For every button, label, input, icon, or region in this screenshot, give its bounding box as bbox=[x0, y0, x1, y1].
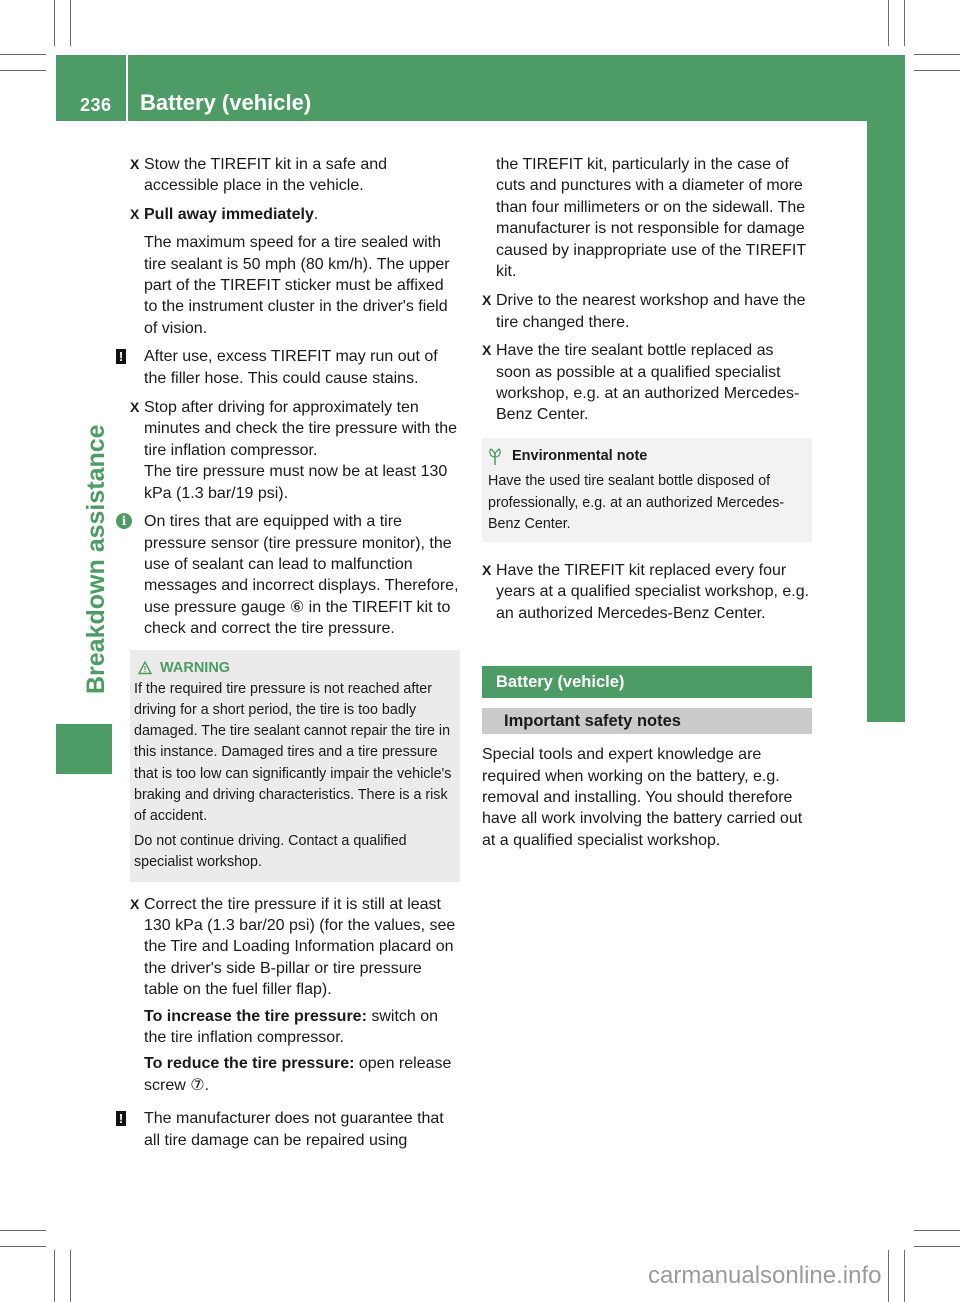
crop-mark bbox=[0, 1230, 46, 1231]
warning-box bbox=[130, 650, 460, 882]
arrow-marker-icon: X bbox=[482, 342, 492, 359]
step-item bbox=[130, 894, 460, 1097]
caution-note bbox=[118, 346, 460, 389]
crop-mark bbox=[70, 1250, 71, 1302]
arrow-marker-icon: X bbox=[130, 399, 140, 416]
info-text-a: On tires that are equipped with a tire pressure sensor (tire pressure monitor), the use of sealant can lead to malfunction messages and incorrect displays. Therefore, use pressure gauge bbox=[144, 513, 459, 616]
crop-mark bbox=[54, 1250, 55, 1302]
crop-mark bbox=[914, 1246, 960, 1247]
step-label: To increase the tire pressure: bbox=[144, 1007, 367, 1025]
body-paragraph: Special tools and expert knowledge are required when working on the battery, e.g. removal and installing. You should therefore have all work involving the battery carried out at a qualified specialist workshop. bbox=[482, 746, 803, 849]
paragraph-wrap bbox=[130, 232, 460, 339]
crop-mark bbox=[914, 70, 960, 71]
page-number: 236 bbox=[80, 95, 112, 115]
info-note bbox=[121, 511, 460, 639]
header-divider bbox=[126, 55, 128, 121]
step-emphasis: Pull away immediately bbox=[144, 205, 314, 223]
step-text-b: The tire pressure must now be at least 130 kPa (1.3 bar/19 psi). bbox=[144, 463, 448, 502]
arrow-marker-icon: X bbox=[130, 156, 140, 172]
step-end: . bbox=[204, 1076, 210, 1094]
exclamation-icon: ! bbox=[116, 1111, 126, 1126]
subsection-heading: Important safety notes bbox=[482, 708, 812, 734]
step-text: Have the TIREFIT kit replaced every four years at a qualified specialist workshop, e.g. an authorized Mercedes-Benz Center. bbox=[496, 561, 810, 622]
left-column bbox=[118, 154, 460, 1159]
arrow-marker-icon: X bbox=[130, 205, 140, 222]
note-text: the TIREFIT kit, particularly in the case of cuts and punctures with a diameter of more than four millimeters or on the sidewall. The manufacturer is not responsible for damage caused by inappropriate use of the TIREFIT kit. bbox=[496, 156, 806, 281]
warning-text: Do not continue driving. Contact a qualified specialist workshop. bbox=[134, 833, 407, 871]
crop-mark bbox=[0, 1246, 46, 1247]
exclamation-icon: ! bbox=[116, 349, 126, 364]
step-detail: open release screw bbox=[144, 1055, 452, 1094]
crop-mark bbox=[0, 54, 46, 55]
arrow-marker-icon: X bbox=[130, 895, 140, 912]
step-item bbox=[130, 397, 460, 504]
step-text bbox=[144, 1053, 460, 1096]
crop-mark bbox=[0, 70, 46, 71]
info-icon: i bbox=[116, 513, 132, 529]
running-header-title: Battery (vehicle) bbox=[140, 90, 312, 115]
step-text bbox=[144, 397, 460, 504]
step-item bbox=[130, 204, 460, 225]
step-end: . bbox=[313, 205, 319, 223]
crop-mark bbox=[914, 1230, 960, 1231]
crop-mark bbox=[888, 0, 889, 46]
crop-mark bbox=[888, 1250, 889, 1302]
step-label: To reduce the tire pressure: bbox=[144, 1055, 355, 1073]
side-tab-marker bbox=[56, 724, 112, 774]
section-heading: Battery (vehicle) bbox=[482, 666, 812, 698]
caution-note-continued bbox=[482, 154, 812, 282]
warning-text: If the required tire pressure is not reached after driving for a short period, the tire is too badly damaged. The tire sealant cannot repair the tire in this instance. Damaged tires and a tire pressure that is too low can significantly impair the vehicle's braking and driving characteristics. There is a risk of accident. bbox=[134, 680, 452, 824]
warning-title-row bbox=[134, 658, 456, 679]
info-text-b: in the TIREFIT kit to check and correct the tire pressure. bbox=[144, 598, 451, 638]
arrow-marker-icon: X bbox=[482, 292, 492, 309]
callout-ref: ⑥ bbox=[289, 598, 305, 616]
environmental-note-box bbox=[482, 438, 812, 542]
note-text: The manufacturer does not guarantee that all tire damage can be repaired using bbox=[144, 1110, 444, 1149]
caution-note bbox=[118, 1108, 460, 1151]
warning-triangle-icon bbox=[138, 661, 152, 675]
step-text: Correct the tire pressure if it is still at least 130 kPa (1.3 bar/20 psi) (for the values, see the Tire and Loading Information placard on the driver's side B-pillar or tire pressure table on the fuel filler flap). bbox=[144, 895, 456, 999]
step-text-a: Stop after driving for approximately ten minutes and check the tire pressure with the tire inflation compressor. bbox=[144, 399, 458, 459]
callout-ref: ⑦ bbox=[190, 1076, 205, 1094]
crop-mark bbox=[70, 0, 71, 46]
step-text: Stow the TIREFIT kit in a safe and accessible place in the vehicle. bbox=[144, 156, 388, 195]
crop-mark bbox=[914, 54, 960, 55]
crop-mark bbox=[54, 0, 55, 46]
environment-plant-icon bbox=[488, 448, 502, 466]
env-text: Have the used tire sealant bottle disposed of professionally, e.g. at an authorized Mercedes-Benz Center. bbox=[488, 473, 785, 533]
step-item bbox=[482, 560, 812, 624]
note-text: After use, excess TIREFIT may run out of the filler hose. This could cause stains. bbox=[144, 348, 438, 387]
step-text bbox=[144, 1006, 460, 1049]
step-text bbox=[144, 204, 460, 225]
info-text bbox=[144, 511, 460, 639]
step-item bbox=[482, 290, 812, 333]
env-title: Environmental note bbox=[512, 447, 648, 464]
watermark: carmanualsonline.info bbox=[648, 1262, 882, 1289]
arrow-marker-icon: X bbox=[482, 561, 492, 578]
step-detail: switch on the tire inflation compressor. bbox=[144, 1007, 439, 1046]
crop-mark bbox=[904, 0, 905, 46]
crop-mark bbox=[904, 1250, 905, 1302]
step-item bbox=[482, 340, 812, 426]
step-item bbox=[130, 154, 460, 197]
warning-title: WARNING bbox=[160, 659, 231, 676]
env-title-row bbox=[488, 446, 806, 468]
side-tab-strip bbox=[867, 120, 905, 722]
step-text: Have the tire sealant bottle replaced as soon as possible at a qualified specialist workshop, e.g. at an authorized Mercedes-Benz Center. bbox=[496, 342, 800, 424]
paragraph: The maximum speed for a tire sealed with tire sealant is 50 mph (80 km/h). The upper part of the TIREFIT sticker must be affixed to the instrument cluster in the driver's field of vision. bbox=[144, 234, 450, 337]
step-text: Drive to the nearest workshop and have the tire changed there. bbox=[496, 292, 806, 331]
right-column bbox=[482, 154, 812, 851]
side-tab-label: Breakdown assistance bbox=[82, 424, 110, 694]
